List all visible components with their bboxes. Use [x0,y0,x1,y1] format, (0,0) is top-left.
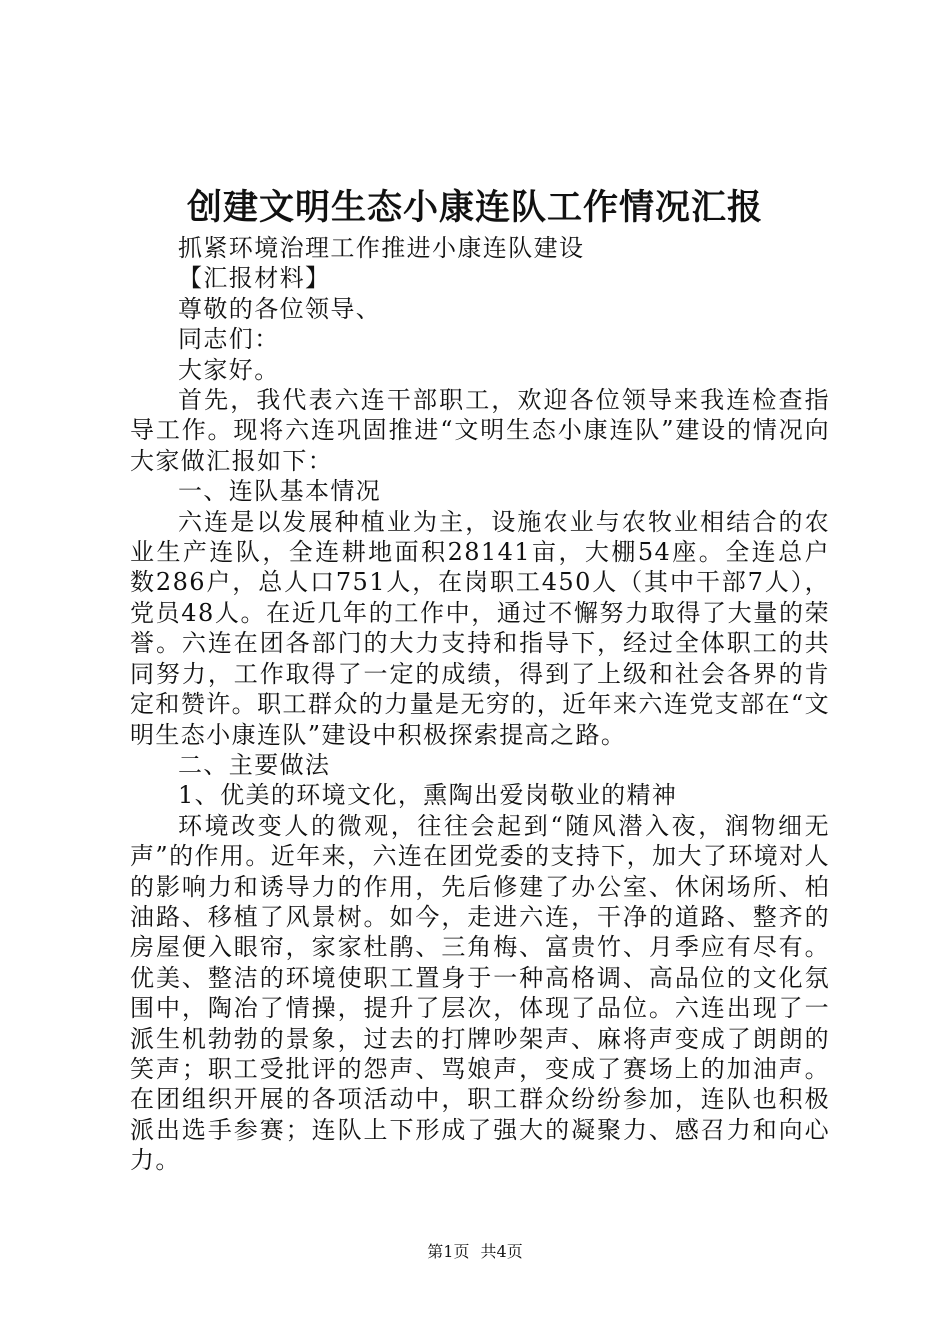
intro-paragraph: 首先，我代表六连干部职工，欢迎各位领导来我连检查指导工作。现将六连巩固推进“文明生态小康连队”建设的情况向大家做汇报如下： [130,386,830,475]
document-body [130,233,830,1176]
salutation-paragraph-2: 同志们： [178,325,280,354]
environment-paragraph: 环境改变人的微观，往往会起到“随风潜入夜，润物细无声”的作用。近年来，六连在团党委的支持下，加大了环境对人的影响力和诱导力的作用，先后修建了办公室、休闲场所、柏油路、移植了风景树。如今，走进六连，干净的道路、整齐的房屋便入眼帘，家家杜鹃、三角梅、富贵竹、月季应有尽有。优美、整洁的环境使职工置身于一种高格调、高品位的文化氛围中，陶冶了情操，提升了层次，体现了品位。六连出现了一派生机勃勃的景象，过去的打牌吵架声、麻将声变成了朗朗的笑声；职工受批评的怨声、骂娘声，变成了赛场上的加油声。在团组织开展的各项活动中，职工群众纷纷参加，连队也积极派出选手参赛；连队上下形成了强大的凝聚力、感召力和向心力。 [130,811,830,1175]
section-heading-2: 二、主要做法 [178,750,331,779]
page-total: 共4页 [480,1242,523,1261]
page-number: 第1页 [427,1242,470,1261]
subsection-heading-1: 1、优美的环境文化，熏陶出爱岗敬业的精神 [178,781,678,810]
material-tag-paragraph: 【汇报材料】 [178,264,331,293]
greeting-paragraph: 大家好。 [178,355,280,384]
basic-info-paragraph: 六连是以发展种植业为主，设施农业与农牧业相结合的农业生产连队，全连耕地面积28141亩，大棚54座。全连总户数286户，总人口751人，在岗职工450人（其中干部7人），党员48人。在近几年的工作中，通过不懈努力取得了大量的荣誉。六连在团各部门的大力支持和指导下，经过全体职工的共同努力，工作取得了一定的成绩，得到了上级和社会各界的肯定和赞许。职工群众的力量是无穷的，近年来六连党支部在“文明生态小康连队”建设中积极探索提高之路。 [130,507,830,749]
document-title: 创建文明生态小康连队工作情况汇报 [186,187,763,228]
subtitle-paragraph: 抓紧环境治理工作推进小康连队建设 [178,234,585,262]
section-heading-1: 一、连队基本情况 [178,477,382,506]
salutation-paragraph: 尊敬的各位领导、 [178,294,382,323]
page-footer [0,1241,950,1263]
